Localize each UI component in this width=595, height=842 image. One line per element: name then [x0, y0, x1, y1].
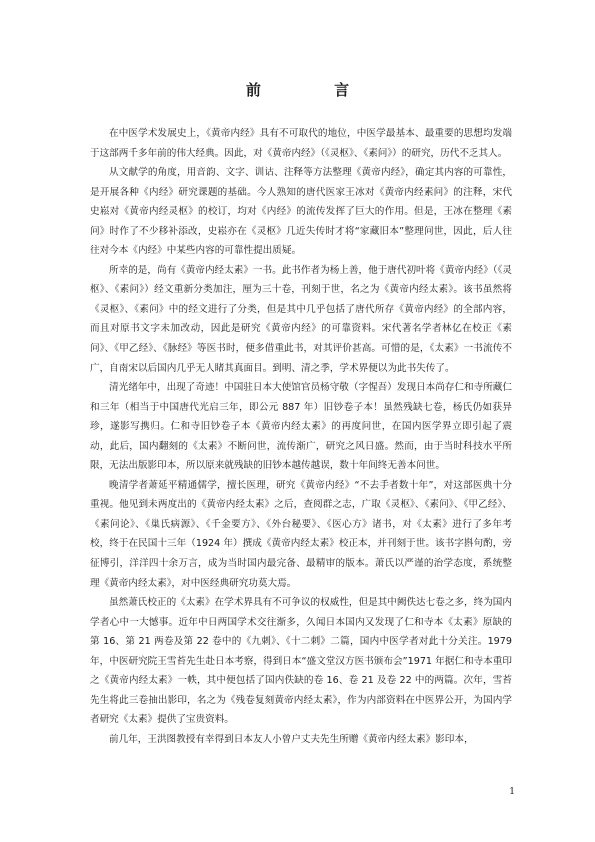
paragraph-7: 前几年，王洪图教授有幸得到日本友人小曾户丈夫先生所赠《黄帝内经太素》影印本，: [109, 733, 474, 745]
paragraph-2: 从文献学的角度，用音韵、文字、训诂、注释等方法整理《黄帝内经》，确定其内容的可靠性，是开展各种《内经》研究课题的基础。今人熟知的唐代医家王冰对《黄帝内经素问》的注释，宋代史崧对《黄帝内经灵枢》的校订，均对《内经》的流传发挥了巨大的作用。但是，王冰在整理《素问》时作了不少移补添改，史崧亦在《灵枢》几近失传时才将“家藏旧本”整理问世，因此，后人往往对今本《内经》中某些内容的可靠性提出质疑。: [90, 167, 512, 257]
paragraph-4: 清光绪年中，出现了奇迹！中国驻日本大使馆官员杨守敬（字惺吾）发现日本尚存仁和寺所藏仁和三年（相当于中国唐代光启三年，即公元 887 年）旧钞卷子本！虽然残缺七卷，杨氏仍如获异珍，遂影写携归。仁和寺旧钞卷子本《黄帝内经太素》的再度问世，在国内医学界立即引起了震动，此后，国内翻刻的《太素》不断问世，流传渐广，研究之风日盛。然而，由于当时科技水平所限，无法出版影印本，所以原来就残缺的旧钞本越传越误，数十年间终无善本问世。: [90, 382, 512, 472]
page-title: 前 言: [245, 81, 384, 99]
paragraph-3: 所幸的是，尚有《黄帝内经太素》一书。此书作者为杨上善，他于唐代初叶将《黄帝内经》（《灵枢》、《素问》）经文重新分类加注，厘为三十卷，刊刻于世，名之为《黄帝内经太素》。该书虽然将《灵枢》、《素问》中的经文进行了分类，但是其中几乎包括了唐代所存《黄帝内经》的全部内容，而且对原书文字未加改动，因此是研究《黄帝内经》的可靠资料。宋代著名学者林亿在校正《素问》、《甲乙经》、《脉经》等医书时，便多借重此书，对其评价甚高。可惜的是，《太素》一书流传不广，自南宋以后国内几乎无人睹其真面目。到明、清之季，学术界便以为此书失传了。: [90, 264, 512, 374]
page-number: 1: [509, 787, 515, 797]
paragraph-5: 晚清学者萧延平精通儒学，擅长医理，研究《黄帝内经》“不去手者数十年”，对这部医典十分重视。他见到未两度出的《黄帝内经太素》之后，查阅群之志，广取《灵枢》、《素问》、《甲乙经》、《素问论》、《巢氏病源》、《千金要方》、《外台秘要》、《医心方》诸书，对《太素》进行了多年考校，终于在民国十三年（1924 年）撰成《黄帝内经太素》校正本，并刊刻于世。该书字斟句酌，旁征博引，洋洋四十余万言，成为当时国内最完备、最精审的版本。萧氏以严谨的治学态度，系统整理《黄帝内经太素》，对中医经典研究功莫大焉。: [90, 479, 512, 589]
preface-body: [90, 124, 512, 750]
paragraph-6: 虽然萧氏校正的《太素》在学术界具有不可争议的权威性，但是其中阙佚达七卷之多，终为国内学者心中一大憾事。近年中日两国学术交往渐多，久闻日本国内又发现了仁和寺本《太素》原缺的第 16、第 21 两卷及第 22 卷中的《九刺》、《十二刺》二篇，国内中医学者对此十分关注。1979 年，中医研究院王雪苔先生赴日本考察，得到日本“盛文堂汉方医书颁布会”1971 年据仁和寺本重印之《黄帝内经太素》一帙，其中便包括了国内佚缺的卷 16、卷 21 及卷 22 中的两篇。次年，雪苔先生将此三卷抽出影印，名之为《残卷复刻黄帝内经太素》，作为内部资料在中医界公开，为国内学者研究《太素》提供了宝贵资料。: [90, 597, 512, 726]
paragraph-1: 在中医学术发展史上，《黄帝内经》具有不可取代的地位，中医学最基本、最重要的思想均发端于这部两千多年前的伟大经典。因此，对《黄帝内经》（《灵枢》、《素问》）的研究，历代不乏其人。: [90, 128, 512, 159]
